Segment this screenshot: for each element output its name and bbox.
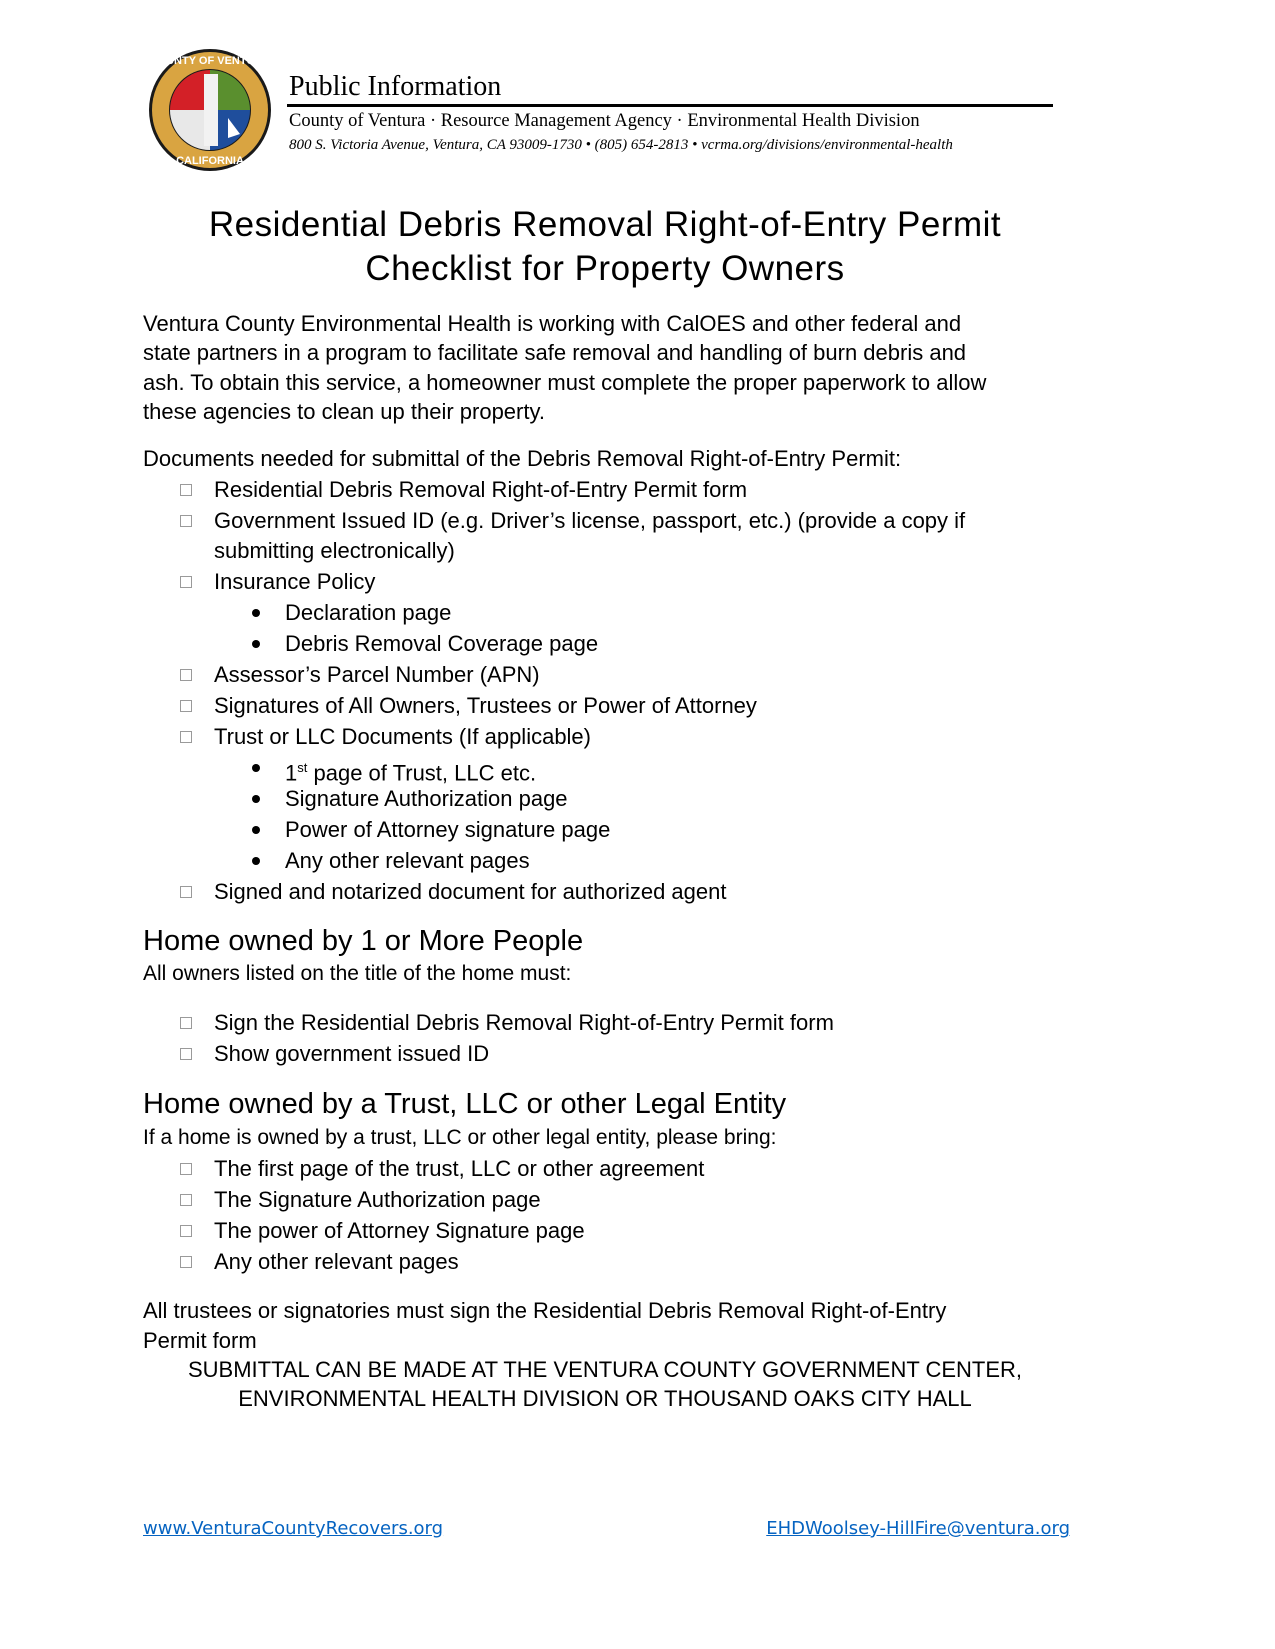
- people-lead: All owners listed on the title of the home must:: [143, 962, 572, 985]
- checklist-item: Signatures of All Owners, Trustees or Power of Attorney: [214, 693, 757, 718]
- checklist-item: Assessor’s Parcel Number (APN): [214, 662, 540, 687]
- bullet-icon: [252, 640, 260, 648]
- checklist-item: Show government issued ID: [214, 1041, 490, 1066]
- checkbox[interactable]: [180, 1256, 192, 1268]
- county-seal-logo: [148, 48, 272, 172]
- checklist-item: Signed and notarized document for authorized agent: [214, 879, 727, 904]
- bullet-icon: [252, 764, 260, 772]
- submittal-notice: ENVIRONMENTAL HEALTH DIVISION OR THOUSAND OAKS CITY HALL: [238, 1386, 972, 1411]
- header-title: Public Information: [289, 71, 502, 102]
- intro-line: these agencies to clean up their property.: [143, 399, 545, 424]
- checklist-item: Government Issued ID (e.g. Driver’s license, passport, etc.) (provide a copy if: [214, 508, 966, 533]
- checkbox[interactable]: [180, 700, 192, 712]
- section-heading-entity: Home owned by a Trust, LLC or other Legal Entity: [143, 1088, 787, 1120]
- header-org-line: County of Ventura · Resource Management Agency · Environmental Health Division: [289, 111, 920, 131]
- svg-text:COUNTY OF VENTURA: COUNTY OF VENTURA: [149, 55, 271, 67]
- checklist-item-continuation: submitting electronically): [214, 538, 455, 563]
- entity-lead: If a home is owned by a trust, LLC or other legal entity, please bring:: [143, 1126, 777, 1149]
- checklist-item: Residential Debris Removal Right-of-Entry Permit form: [214, 477, 748, 502]
- sub-item: Debris Removal Coverage page: [285, 631, 599, 656]
- checkbox[interactable]: [180, 1163, 192, 1175]
- intro-line: ash. To obtain this service, a homeowner must complete the proper paperwork to allow: [143, 370, 987, 395]
- checkbox[interactable]: [180, 731, 192, 743]
- checkbox[interactable]: [180, 1017, 192, 1029]
- sub-item: Signature Authorization page: [285, 786, 568, 811]
- checklist-item: Any other relevant pages: [214, 1249, 459, 1274]
- bullet-icon: [252, 857, 260, 865]
- ordinal-suffix: st: [297, 760, 308, 775]
- checklist-item: Sign the Residential Debris Removal Right-of-Entry Permit form: [214, 1010, 834, 1035]
- bullet-icon: [252, 795, 260, 803]
- checkbox[interactable]: [180, 1194, 192, 1206]
- checkbox[interactable]: [180, 576, 192, 588]
- closing-line: Permit form: [143, 1328, 257, 1353]
- website-link[interactable]: www.VenturaCountyRecovers.org: [143, 1518, 444, 1539]
- intro-line: state partners in a program to facilitate safe removal and handling of burn debris and: [143, 340, 967, 365]
- checkbox[interactable]: [180, 886, 192, 898]
- checkbox[interactable]: [180, 1225, 192, 1237]
- checkbox[interactable]: [180, 484, 192, 496]
- document-title-line-1: Residential Debris Removal Right-of-Entry Permit: [208, 205, 1002, 244]
- checkbox[interactable]: [180, 669, 192, 681]
- sub-item-text: page of Trust, LLC etc.: [313, 760, 537, 786]
- sub-item: Any other relevant pages: [285, 848, 530, 873]
- checkbox[interactable]: [180, 515, 192, 527]
- email-link[interactable]: EHDWoolsey-HillFire@ventura.org: [766, 1518, 1070, 1539]
- checklist-item: Insurance Policy: [214, 569, 376, 594]
- document-title-line-2: Checklist for Property Owners: [365, 249, 845, 288]
- intro-line: Ventura County Environmental Health is working with CalOES and other federal and: [143, 311, 962, 336]
- ordinal-number: 1: [285, 760, 298, 786]
- bullet-icon: [252, 609, 260, 617]
- submittal-notice: SUBMITTAL CAN BE MADE AT THE VENTURA COUNTY GOVERNMENT CENTER,: [187, 1357, 1023, 1382]
- checklist-item: Trust or LLC Documents (If applicable): [214, 724, 591, 749]
- documents-lead: Documents needed for submittal of the Debris Removal Right-of-Entry Permit:: [143, 446, 902, 471]
- checklist-item: The power of Attorney Signature page: [214, 1218, 585, 1243]
- checklist-item: The Signature Authorization page: [214, 1187, 541, 1212]
- header-address-line: 800 S. Victoria Avenue, Ventura, CA 93009-1730 • (805) 654-2813 • vcrma.org/divisions/environmental-health: [289, 137, 953, 153]
- section-heading-people: Home owned by 1 or More People: [143, 925, 584, 957]
- checkbox[interactable]: [180, 1048, 192, 1060]
- sub-item: Power of Attorney signature page: [285, 817, 611, 842]
- sub-item: Declaration page: [285, 600, 452, 625]
- svg-text:CALIFORNIA: CALIFORNIA: [176, 155, 244, 167]
- header-divider: [287, 104, 1053, 107]
- closing-line: All trustees or signatories must sign the Residential Debris Removal Right-of-Entry: [143, 1298, 947, 1323]
- checklist-item: The first page of the trust, LLC or other agreement: [214, 1156, 705, 1181]
- bullet-icon: [252, 826, 260, 834]
